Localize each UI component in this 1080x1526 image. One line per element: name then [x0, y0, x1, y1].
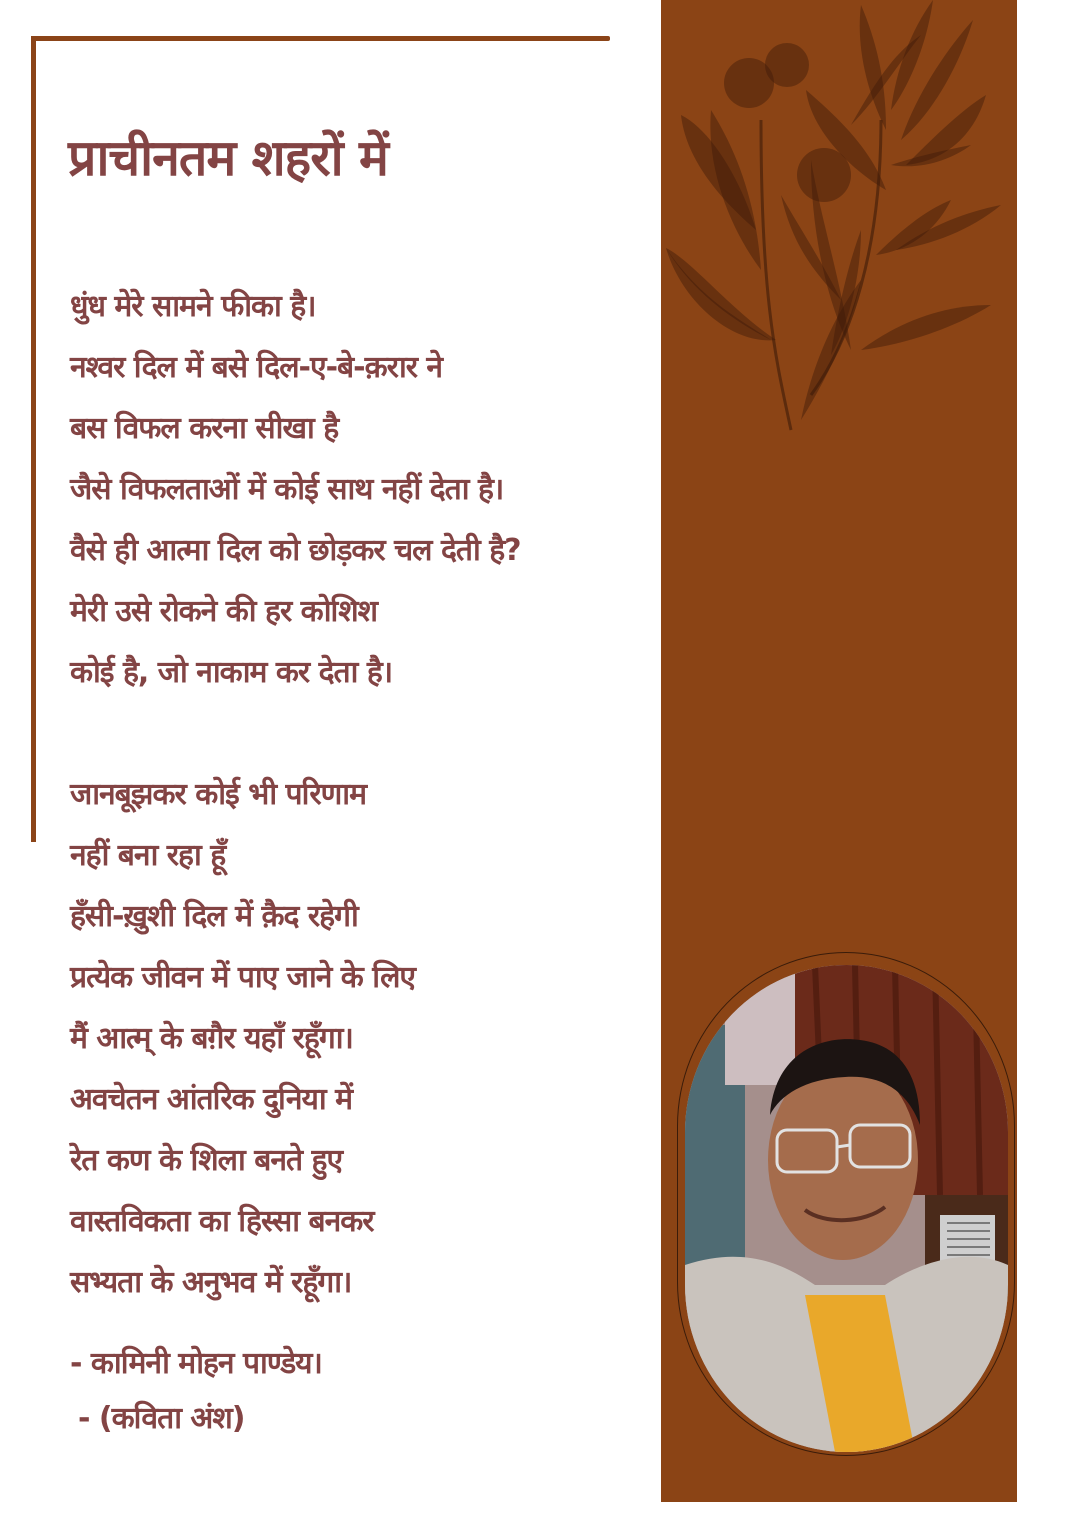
poem-line: सभ्यता के अनुभव में रहूँगा।	[70, 1265, 352, 1300]
poem-line: वैसे ही आत्मा दिल को छोड़कर चल देती है?	[70, 533, 521, 568]
poem-line: हँसी-ख़ुशी दिल में क़ैद रहेगी	[70, 899, 358, 934]
leaf-branch-icon	[661, 0, 1017, 450]
poem-line: प्रत्येक जीवन में पाए जाने के लिए	[70, 960, 415, 995]
author-portrait-photo	[685, 965, 1008, 1452]
poem-line: मैं आत्म् के बग़ैर यहाँ रहूँगा।	[70, 1021, 353, 1056]
poem-line: नश्वर दिल में बसे दिल-ए-बे-क़रार ने	[70, 350, 443, 385]
portrait-illustration	[685, 965, 1008, 1452]
poem-line: कोई है, जो नाकाम कर देता है।	[70, 655, 393, 690]
signature-block	[70, 1336, 322, 1446]
poem-line: रेत कण के शिला बनते हुए	[70, 1143, 343, 1178]
frame-border-top	[31, 36, 610, 41]
stanza-gap	[70, 703, 521, 764]
poem-line: धुंध मेरे सामने फीका है।	[70, 289, 316, 324]
poem-line: नहीं बना रहा हूँ	[70, 838, 226, 873]
excerpt-note: - (कविता अंश)	[78, 1401, 245, 1436]
poem-line: जैसे विफलताओं में कोई साथ नहीं देता है।	[70, 472, 504, 507]
poem-line: मेरी उसे रोकने की हर कोशिश	[70, 594, 378, 629]
poem-line: अवचेतन आंतरिक दुनिया में	[70, 1082, 353, 1117]
poem-line: वास्तविकता का हिस्सा बनकर	[70, 1204, 374, 1239]
frame-border-left	[31, 36, 36, 842]
author-name: - कामिनी मोहन पाण्डेय।	[70, 1346, 322, 1381]
poem-line: जानबूझकर कोई भी परिणाम	[70, 777, 367, 812]
poem-body	[70, 276, 521, 1313]
poem-title: प्राचीनतम शहरों में	[68, 129, 388, 187]
poem-line: बस विफल करना सीखा है	[70, 411, 339, 446]
decorative-side-panel	[661, 0, 1017, 1502]
